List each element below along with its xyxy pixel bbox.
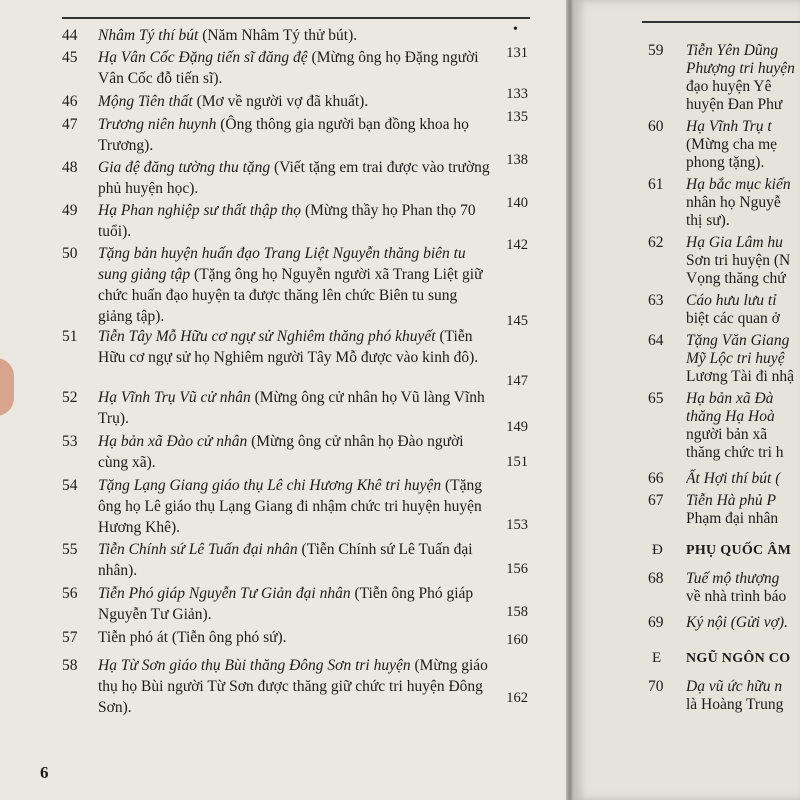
entry-desc: (Mừng thầy họ Phan thọ 70 tuổi). (98, 202, 476, 240)
entry-number: 50 (62, 245, 78, 262)
entry-page: 140 (506, 195, 528, 211)
entry-desc: (Mừng ông cử nhân họ Vũ làng Vĩnh Trụ). (98, 389, 485, 427)
entry-text: Lương Tài đi nhậ (686, 368, 795, 385)
entry-desc: (Tiễn ông Phó giáp Nguyễn Tư Giản). (98, 585, 474, 623)
entry-page: 145 (506, 313, 528, 329)
entry-number: 46 (62, 93, 78, 110)
section-letter: E (652, 650, 662, 666)
entry-number: 56 (62, 585, 78, 602)
entry-text (98, 114, 490, 156)
entry-title: Tiễn Phó giáp Nguyễn Tư Giản đại nhân (98, 585, 351, 602)
section-title: NGŨ NGÔN CO (686, 651, 791, 666)
entry-page: 151 (506, 454, 528, 470)
entry-page: 156 (506, 561, 528, 577)
entry-number: 58 (62, 657, 78, 674)
entry-title: Hạ Vân Cốc Đặng tiến sĩ đăng đệ (98, 49, 308, 66)
entry-number: 61 (648, 176, 664, 193)
entry-page: 149 (506, 419, 528, 435)
entry-text (98, 200, 490, 242)
section-letter: Đ (652, 542, 663, 558)
entry-page: 133 (506, 86, 528, 102)
entry-title: Tặng bản huyện huấn đạo Trang Liệt Nguyễn thăng biên tu sung giảng tập (98, 245, 466, 283)
entry-text: (Mừng cha mẹ (686, 136, 778, 153)
entry-text: phong tặng). (686, 154, 765, 171)
entry-text (98, 539, 490, 581)
entry-text: đạo huyện Yê (686, 78, 772, 95)
entry-text: Dạ vũ ức hữu n (686, 678, 783, 695)
entry-text: thăng chức tri h (686, 444, 784, 461)
entry-number: 51 (62, 328, 78, 345)
entry-text (98, 91, 490, 112)
entry-title: Gia đệ đăng tường thu tặng (98, 159, 271, 176)
entry-number: 67 (648, 492, 664, 509)
page-number: 6 (40, 763, 49, 782)
entry-number: 62 (648, 234, 664, 251)
entry-desc: Tiễn phó át (Tiễn ông phó sứ). (98, 629, 287, 646)
entry-number: 47 (62, 116, 78, 133)
entry-number: 63 (648, 292, 664, 309)
entry-title: Tiễn Chính sứ Lê Tuấn đại nhân (98, 541, 298, 558)
entry-title: Tặng Lạng Giang giáo thụ Lê chi Hương Khê tri huyện (98, 477, 442, 494)
entry-title: Hạ Từ Sơn giáo thụ Bùi thăng Đông Sơn tri huyện (98, 657, 411, 674)
entry-desc: (Năm Nhâm Tý thử bút). (198, 27, 358, 44)
entry-text: Ký nội (Gửi vợ). (686, 614, 788, 631)
entry-number: 57 (62, 629, 78, 646)
entry-text: huyện Đan Phư (686, 96, 783, 113)
entry-number: 53 (62, 433, 78, 450)
entry-number: 44 (62, 27, 78, 44)
entry-number: 49 (62, 202, 78, 219)
header-dot: • (513, 22, 518, 37)
entry-text: Tặng Văn Giang (686, 332, 790, 349)
entry-text: Mỹ Lộc tri huyệ (686, 350, 785, 367)
entry-page: 138 (506, 152, 528, 168)
entry-text: Hạ bắc mục kiến (686, 176, 791, 193)
entry-page: 160 (506, 632, 528, 648)
header-rule-left (62, 17, 530, 19)
entry-text: Tiễn Yên Dũng (686, 42, 779, 59)
entry-desc: (Tiễn Hữu cơ ngự sử họ Nghiêm người Tây Mỗ được vào kinh đô). (98, 328, 479, 366)
entry-text (98, 431, 490, 473)
entry-text: người bản xã (686, 426, 768, 443)
entry-text (98, 583, 490, 625)
entry-text: Tuế mộ thượng (686, 570, 780, 587)
entry-number: 65 (648, 390, 664, 407)
entry-desc: (Mừng ông cử nhân họ Đào người cùng xã). (98, 433, 464, 471)
entry-page: 162 (506, 690, 528, 706)
entry-number: 70 (648, 678, 664, 695)
entry-title: Mộng Tiên thất (98, 93, 193, 110)
entry-number: 64 (648, 332, 664, 349)
entry-page: 158 (506, 604, 528, 620)
entry-text: Tiễn Hà phủ P (686, 492, 776, 509)
entry-text: thăng Hạ Hoà (686, 408, 775, 425)
entry-text: nhân họ Nguyễ (686, 194, 781, 211)
entry-text: thị sư). (686, 212, 730, 229)
entry-page: 135 (506, 109, 528, 125)
entry-text (98, 25, 490, 46)
entry-text (98, 157, 490, 199)
entry-number: 66 (648, 470, 664, 487)
entry-text: Cáo hưu lưu tỉ (686, 292, 777, 309)
entry-text (98, 326, 490, 368)
entry-title: Nhâm Tý thí bút (98, 27, 199, 44)
entry-desc: (Tặng ông họ Nguyễn người xã Trang Liệt giữ chức huấn đạo huyện ta được thăng lên chức Biên tu sung giảng tập). (98, 266, 483, 325)
entry-number: 59 (648, 42, 664, 59)
entry-text: Vọng thăng chứ (686, 270, 786, 287)
entry-number: 45 (62, 49, 78, 66)
entry-title: Hạ bản xã Đào cử nhân (98, 433, 248, 450)
entry-number: 52 (62, 389, 78, 406)
entry-desc: (Viết tặng em trai được vào trường phủ huyện học). (98, 159, 490, 197)
entry-desc: (Tặng ông họ Lê giáo thụ Lạng Giang đi nhậm chức tri huyện huyện Hương Khê). (98, 477, 482, 536)
entry-text: Phạm đại nhân (686, 510, 779, 527)
entry-text: Ất Hợi thí bút ( (686, 470, 781, 487)
entry-title: Trương niên huynh (98, 116, 217, 133)
entry-text (98, 47, 490, 89)
entry-text: Hạ Gia Lâm hu (686, 234, 783, 251)
entry-text: Hạ Vĩnh Trụ t (686, 118, 772, 135)
entry-text (98, 627, 490, 648)
entry-desc: (Mơ về người vợ đã khuất). (192, 93, 369, 110)
entry-number: 68 (648, 570, 664, 587)
entry-number: 60 (648, 118, 664, 135)
book-gutter (566, 0, 574, 800)
entry-number: 48 (62, 159, 78, 176)
entry-text: Sơn tri huyện (N (686, 252, 791, 269)
entry-title: Hạ Phan nghiệp sư thất thập thọ (98, 202, 302, 219)
entry-number: 54 (62, 477, 78, 494)
section-title: PHỤ QUỐC ÂM (686, 543, 792, 558)
entry-desc: (Mừng giáo thụ họ Bùi người Từ Sơn được thăng giữ chức tri huyện Đông Sơn). (98, 657, 488, 716)
entry-title: Tiễn Tây Mỗ Hữu cơ ngự sử Nghiêm thăng phó khuyết (98, 328, 436, 345)
entry-text (98, 387, 490, 429)
entry-text (98, 243, 490, 327)
entry-number: 55 (62, 541, 78, 558)
entry-text (98, 655, 490, 718)
entry-desc: (Tiễn Chính sứ Lê Tuấn đại nhân). (98, 541, 473, 579)
entry-desc: (Ông thông gia người bạn đồng khoa họ Trương). (98, 116, 469, 154)
entry-text: Phượng tri huyện (686, 60, 795, 77)
entry-desc: (Mừng ông họ Đặng người Vân Cốc đỗ tiến sĩ). (98, 49, 479, 87)
entry-number: 69 (648, 614, 664, 631)
entry-text (98, 475, 490, 538)
entry-title: Hạ Vĩnh Trụ Vũ cử nhân (98, 389, 251, 406)
entry-page: 131 (506, 45, 528, 61)
entry-page: 153 (506, 517, 528, 533)
entry-text: là Hoàng Trung (686, 696, 784, 713)
entry-text: về nhà trình báo (686, 588, 787, 605)
entry-text: biệt các quan ở (686, 310, 780, 327)
entry-page: 147 (506, 373, 528, 389)
entry-page: 142 (506, 237, 528, 253)
header-rule-right (642, 21, 800, 23)
entry-text: Hạ bản xã Đà (686, 390, 774, 407)
